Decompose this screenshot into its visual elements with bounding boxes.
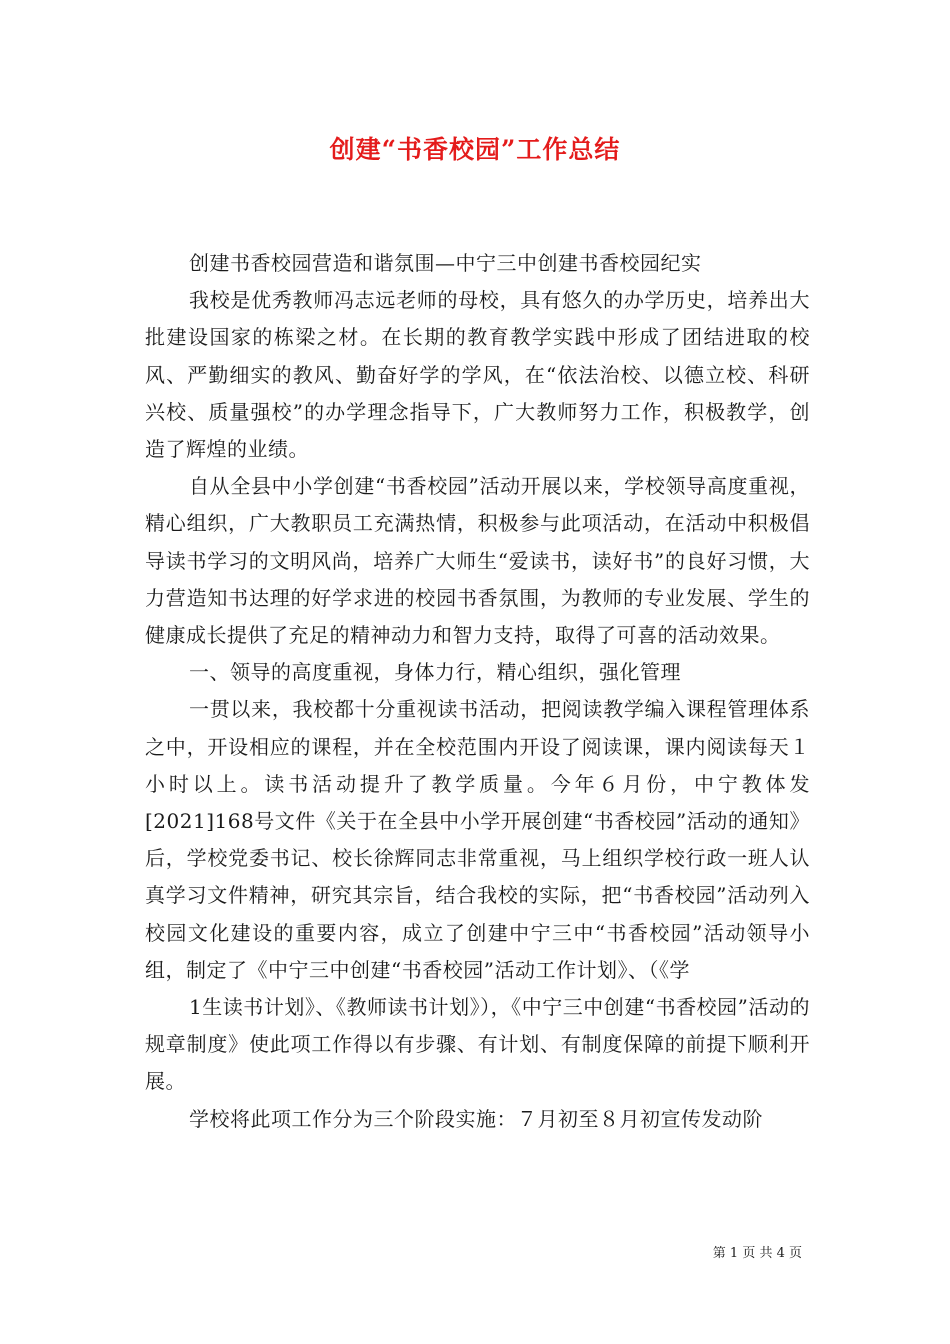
page-number: 第 1 页 共 4 页 [712, 1246, 802, 1261]
body-paragraph: 1生读书计划》、《教师读书计划》），《中宁三中创建“书香校园”活动的规章制度》使此项工作得以有步骤、有计划、有制度保障的前提下顺利开展。 [145, 995, 810, 1094]
body-paragraph: 自从全县中小学创建“书香校园”活动开展以来，学校领导高度重视，精心组织，广大教职员工充满热情，积极参与此项活动，在活动中积极倡导读书学习的文明风尚，培养广大师生“爱读书，读好书”的良好习惯，大力营造知书达理的好学求进的校园书香氛围，为教师的专业发展、学生的健康成长提供了充足的精神动力和智力支持，取得了可喜的活动效果。 [145, 474, 810, 648]
body-paragraph: 学校将此项工作分为三个阶段实施：７月初至８月初宣传发动阶 [189, 1106, 763, 1131]
body-paragraph: 一贯以来，我校都十分重视读书活动，把阅读教学编入课程管理体系之中，开设相应的课程，并在全校范围内开设了阅读课，课内阅读每天１小时以上。读书活动提升了教学质量。今年６月份，中宁教体发[2021]168号文件《关于在全县中小学开展创建“书香校园”活动的通知》后，学校党委书记、校长徐辉同志非常重视，马上组织学校行政一班人认真学习文件精神，研究其宗旨，结合我校的实际，把“书香校园”活动列入校园文化建设的重要内容，成立了创建中宁三中“书香校园”活动领导小组，制定了《中宁三中创建“书香校园”活动工作计划》、（《学 [145, 697, 810, 982]
body-paragraph: 我校是优秀教师冯志远老师的母校，具有悠久的办学历史，培养出大批建设国家的栋梁之材。在长期的教育教学实践中形成了团结进取的校风、严勤细实的教风、勤奋好学的学风，在“依法治校、以德立校、科研兴校、质量强校”的办学理念指导下，广大教师努力工作，积极教学，创造了辉煌的业绩。 [145, 288, 810, 462]
document-title: 创建“书香校园”工作总结 [329, 135, 621, 164]
subtitle-paragraph: 创建书香校园营造和谐氛围—中宁三中创建书香校园纪实 [189, 251, 702, 275]
section-heading: 一、领导的高度重视，身体力行，精心组织，强化管理 [189, 660, 681, 685]
document-body [145, 245, 810, 1138]
